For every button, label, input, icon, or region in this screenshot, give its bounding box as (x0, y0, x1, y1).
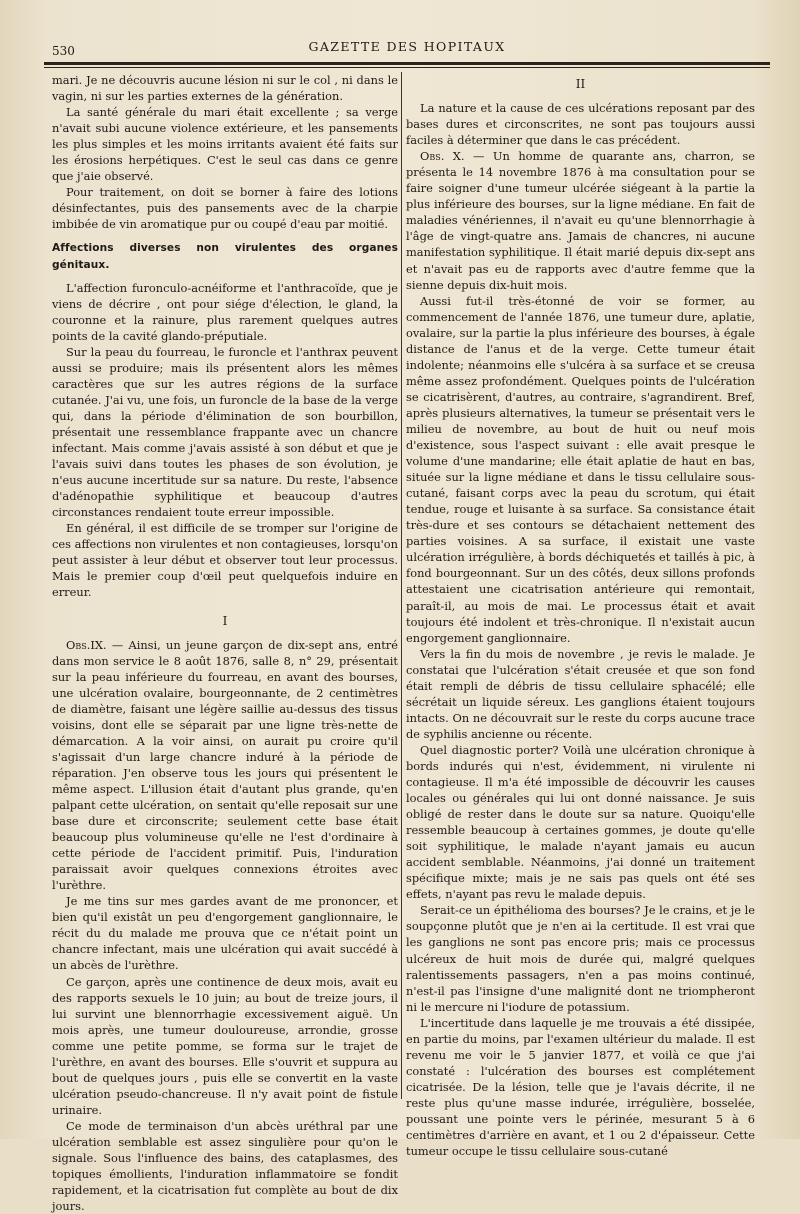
paragraph: Ce mode de terminaison d'un abcès uréthral par une ulcération semblable est assez singulière pour qu'on le signale. Sous l'influence des bains, des cataplasmes, des topiques émollients, l'induration inflammatoire se fondit rapidement, et la cicatrisation fut complète au bout de dix jours. (52, 1118, 398, 1214)
section-heading: Affections diverses non virulentes des organes génitaux. (52, 242, 398, 271)
paragraph: La santé générale du mari était excellente ; sa verge n'avait subi aucune violence extérieure, et les pansements les plus simples et les moins irritants avaient été faits sur les érosions herpétiques. C'est le seul cas dans ce genre que j'aie observé. (52, 105, 398, 184)
paragraph: Je me tins sur mes gardes avant de me prononcer, et bien qu'il existât un peu d'engorgement ganglionnaire, le récit du du malade me prouva que ce n'était point un chancre infectant, mais une ulcération qui avait succédé à un abcès de l'urèthre. (52, 894, 398, 973)
paragraph: En général, il est difficile de se tromper sur l'origine de ces affections non virulentes et non contagieuses, lorsqu'on peut assister à leur début et observer tout leur processus. Mais le premier coup d'œil peut quelquefois induire en erreur. (52, 521, 398, 600)
header-rule-thick (44, 62, 770, 65)
paragraph: mari. Je ne découvris aucune lésion ni sur le col , ni dans le vagin, ni sur les parties externes de la génération. (52, 73, 398, 104)
journal-title: GAZETTE DES HOPITAUX (308, 39, 506, 54)
page-number: 530 (52, 44, 75, 58)
paragraph: L'incertitude dans laquelle je me trouvais a été dissipée, en partie du moins, par l'examen ultérieur du malade. Il est revenu me voir le 5 janvier 1877, et voilà ce que j'ai constaté : l'ulcération des bourses est complétement cicatrisée. De la lésion, telle que je l'avais décrite, il ne reste plus qu'une masse indurée, irrégulière, bosselée, poussant une pointe vers le périnée, mesurant 5 à 6 centimètres d'arrière en avant, et 1 ou 2 d'épaisseur. Cette tumeur occupe le tissu cellulaire sous-cutané (406, 1015, 755, 1159)
page-header (44, 36, 770, 62)
left-column (52, 72, 398, 1214)
paragraph: Serait-ce un épithélioma des bourses? Je le crains, et je le soupçonne plutôt que je n'en ai la certitude. Il est vrai que les ganglions ne sont pas encore pris; mais ce processus ulcéreux de huit mois de durée qui, malgré quelques ralentissements passagers, n'en a pas moins continué, n'est-il pas l'insigne d'une malignité dont ne triompheront ni le mercure ni l'iodure de potassium. (406, 903, 755, 1014)
section-number: II (575, 77, 586, 91)
paragraph: Quel diagnostic porter? Voilà une ulcération chronique à bords indurés qui n'est, évidemment, ni virulente ni contagieuse. Il m'a été impossible de découvrir les causes locales ou générales qui lui ont donné naissance. Je suis obligé de rester dans le doute sur sa nature. Quoiqu'elle ressemble beaucoup à certaines gommes, je doute qu'elle soit syphilitique, le malade n'ayant jamais eu aucun accident semblable. Néanmoins, j'ai donné un traitement spécifique mixte; mais je ne sais pas quels ont été ses effets, n'ayant pas revu le malade depuis. (406, 742, 755, 902)
observation-label: Obs. X. (420, 149, 465, 164)
header-rule-thin (44, 67, 770, 68)
paragraph: L'affection furonculo-acnéiforme et l'anthracoïde, que je viens de décrire , ont pour siége d'élection, le gland, la couronne et la rainure, plus rarement quelques autres points de la cavité glando-préputiale. (52, 280, 398, 343)
paragraph: Ce garçon, après une continence de deux mois, avait eu des rapports sexuels le 10 juin; au bout de treize jours, il lui survint une blennorrhagie excessivement aiguë. Un mois après, une tumeur douloureuse, arrondie, grosse comme une petite pomme, se forma sur le trajet de l'urèthre, en avant des bourses. Elle s'ouvrit et suppura au bout de quelques jours , puis elle se convertit en la vaste ulcération pseudo-chancreuse. Il n'y avait point de fistule urinaire. (52, 974, 398, 1117)
observation-label: Obs.IX. (66, 637, 107, 652)
right-column (406, 72, 756, 1159)
paragraph: La nature et la cause de ces ulcérations reposant par des bases dures et circonscrites, ne sont pas toujours aussi faciles à déterminer que dans le cas précédent. (406, 101, 755, 148)
paragraph: Aussi fut-il très-étonné de voir se former, au commencement de l'année 1876, une tumeur dure, aplatie, ovalaire, sur la partie la plus inférieure des bourses, à égale distance de l'anus et de la verge. Cette tumeur était indolente; néanmoins elle s'ulcéra à sa surface et se creusa même assez profondément. Quelques points de l'ulcération se cicatrisèrent, d'autres, au contraire, s'agrandirent. Bref, après plusieurs alternatives, la tumeur se présentait vers le milieu de novembre, au bout de huit ou neuf mois d'existence, sous l'aspect suivant : elle avait presque le volume d'une mandarine; elle était aplatie de haut en bas, située sur la ligne médiane et dans le tissu cellulaire sous-cutané, faisant corps avec la peau du scrotum, qui était tendue, rouge et luisante à sa surface. Sa consistance était très-dure et ses contours se détachaient nettement des parties voisines. A sa surface, il existait une vaste ulcération irrégulière, à bords déchiquetés et taillés à pic, à fond bourgeonnant. Sur un des côtés, deux sillons profonds attestaient une cicatrisation antérieure qui remontait, paraît-il, au mois de mai. Le processus était et avait toujours été indolent et très-chronique. Il n'existait aucun engorgement ganglionnaire. (406, 293, 755, 645)
observation-text: — Ainsi, un jeune garçon de dix-sept ans, entré dans mon service le 8 août 1876, salle 8, n° 29, présentait sur la peau inférieure du fourreau, en avant des bourses, une ulcération ovalaire, bourgeonnante, de 2 centimètres de diamètre, faisant une légère saillie au-dessus des tissus voisins, dont elle se séparait par une ligne très-nette de démarcation. A la voir ainsi, on aurait pu croire qu'il s'agissait d'un large chancre induré à la période de réparation. J'en observe tous les jours qui présentent le même aspect. L'illusion était d'autant plus grande, qu'en palpant cette ulcération, on sentait qu'elle reposait sur une base dure et circonscrite; seulement cette base était beaucoup plus volumineuse qu'elle ne l'est d'ordinaire à cette période de l'accident primitif. Puis, l'induration paraissait avoir quelques connexions étroites avec l'urèthre. (52, 637, 398, 893)
paragraph: Pour traitement, on doit se borner à faire des lotions désinfectantes, puis des pansements avec de la charpie imbibée de vin aromatique pur ou coupé d'eau par moitié. (52, 185, 398, 232)
observation-text: — Un homme de quarante ans, charron, se présenta le 14 novembre 1876 à ma consultation pour se faire soigner d'une tumeur ulcérée siégeant à la partie la plus inférieure des bourses, sur la ligne médiane. En fait de maladies vénériennes, il n'avait eu qu'une blennorrhagie à l'âge de vingt-quatre ans. Jamais de chancres, ni aucune manifestation syphilitique. Il était marié depuis dix-sept ans et n'avait pas eu de rapports avec d'autre femme que la sienne depuis dix-huit mois. (406, 149, 756, 292)
column-divider (401, 72, 402, 1099)
paragraph: Sur la peau du fourreau, le furoncle et l'anthrax peuvent aussi se produire; mais ils présentent alors les mêmes caractères que sur les autres régions de la surface cutanée. J'ai vu, une fois, un furoncle de la base de la verge qui, dans la période d'élimination de son bourbillon, présentait une ressemblance frappante avec un chancre infectant. Mais comme j'avais assisté à son début et que je l'avais suivi dans toutes les phases de son évolution, je n'eus aucune incertitude sur sa nature. Du reste, l'absence d'adénopathie syphilitique et beaucoup d'autres circonstances rendaient toute erreur impossible. (52, 344, 398, 520)
observation-paragraph (52, 637, 398, 894)
section-number: I (222, 613, 228, 628)
observation-paragraph (406, 148, 755, 292)
paragraph: Vers la fin du mois de novembre , je revis le malade. Je constatai que l'ulcération s'était creusée et que son fond était rempli de débris de tissu cellulaire sphacélé; elle sécrétait un liquide séreux. Les ganglions étaient toujours intacts. On ne découvrait sur le reste du corps aucune trace de syphilis ancienne ou récente. (406, 646, 755, 741)
